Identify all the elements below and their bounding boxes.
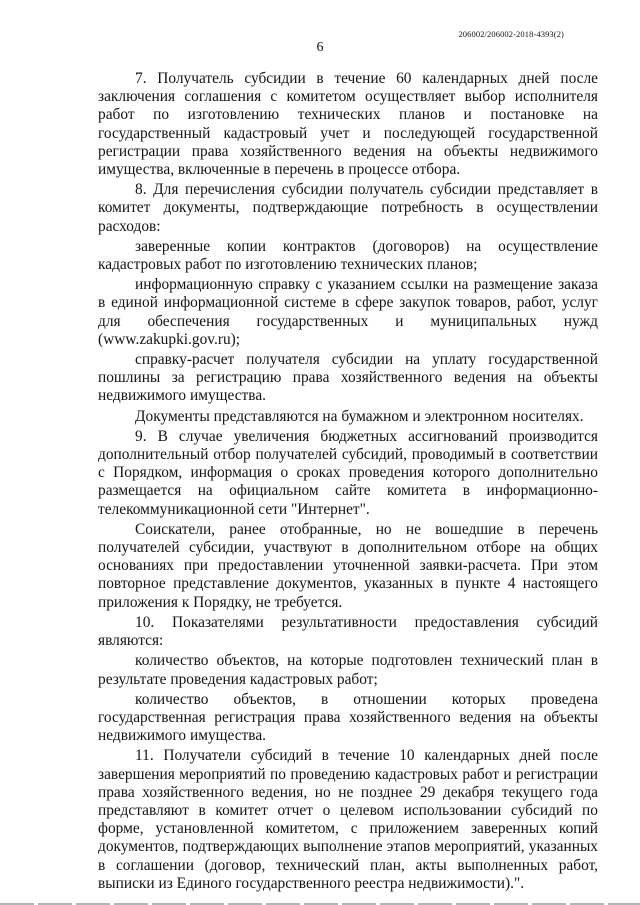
document-body <box>98 70 598 895</box>
list-item-info-reference: информационную справку с указанием ссылки на размещение заказа в единой информационной системе в сфере закупок товаров, работ, услуг для обеспечения государственных и муниципальных нужд (www.zakupki.gov.ru); <box>98 276 598 348</box>
paragraph-8: 8. Для перечисления субсидии получатель субсидии представляет в комитет документы, подтверждающие потребность в осуществлении расходов: <box>98 181 598 235</box>
paragraph-9: 9. В случае увеличения бюджетных ассигнований производится дополнительный отбор получателей субсидий, проводимый в соответствии с Порядком, информация о сроках проведения которого дополнительно размещается на официальном сайте комитета в информационно-телекоммуникационной сети "Интернет". <box>98 427 598 518</box>
page-number: 6 <box>316 40 324 55</box>
indicator-technical-plans: количество объектов, на которые подготовлен технический план в результате проведения кадастровых работ; <box>98 652 598 688</box>
list-item-contract-copies: заверенные копии контрактов (договоров) на осуществление кадастровых работ по изготовлению технических планов; <box>98 237 598 274</box>
list-item-fee-calculation: справку-расчет получателя субсидии на уплату государственной пошлины за регистрацию права хозяйственного ведения на объекты недвижимого имущества. <box>98 351 598 405</box>
paragraph-documents-media: Документы представляются на бумажном и электронном носителях. <box>135 407 584 425</box>
paragraph-11: 11. Получатели субсидий в течение 10 календарных дней после завершения мероприятий по проведению кадастровых работ и регистрации права хозяйственного ведения, но не позднее 29 декабря текущего года представляют в комитет отчет о целевом использовании субсидий по форме, установленной комитетом, с приложением заверенных копий документов, подтверждающих выполнение этапов мероприятий, указанных в соглашении (договор, технический план, акты выполненных работ, выписки из Единого государственного реестра недвижимости).". <box>98 747 598 892</box>
paragraph-10: 10. Показателями результативности предоставления субсидий являются: <box>98 613 598 650</box>
document-id: 206002/206002-2018-4393(2) <box>458 29 564 39</box>
paragraph-7: 7. Получатель субсидии в течение 60 календарных дней после заключения соглашения с комитетом осуществляет выбор исполнителя работ по изготовлению технических планов и постановке на государственный кадастровый учет и последующей государственной регистрации права хозяйственного ведения на объекты недвижимого имущества, включенные в перечень в процессе отбора. <box>98 70 598 179</box>
paragraph-applicants: Соискатели, ранее отобранные, но не вошедшие в перечень получателей субсидии, участвуют в дополнительном отборе на общих основаниях при предоставлении уточненной заявки-расчета. При этом повторное представление документов, указанных в пункте 4 настоящего приложения к Порядку, не требуется. <box>98 520 598 611</box>
indicator-registrations: количество объектов, в отношении которых проведена государственная регистрация права хозяйственного ведения на объекты недвижимого имущества. <box>98 690 598 745</box>
